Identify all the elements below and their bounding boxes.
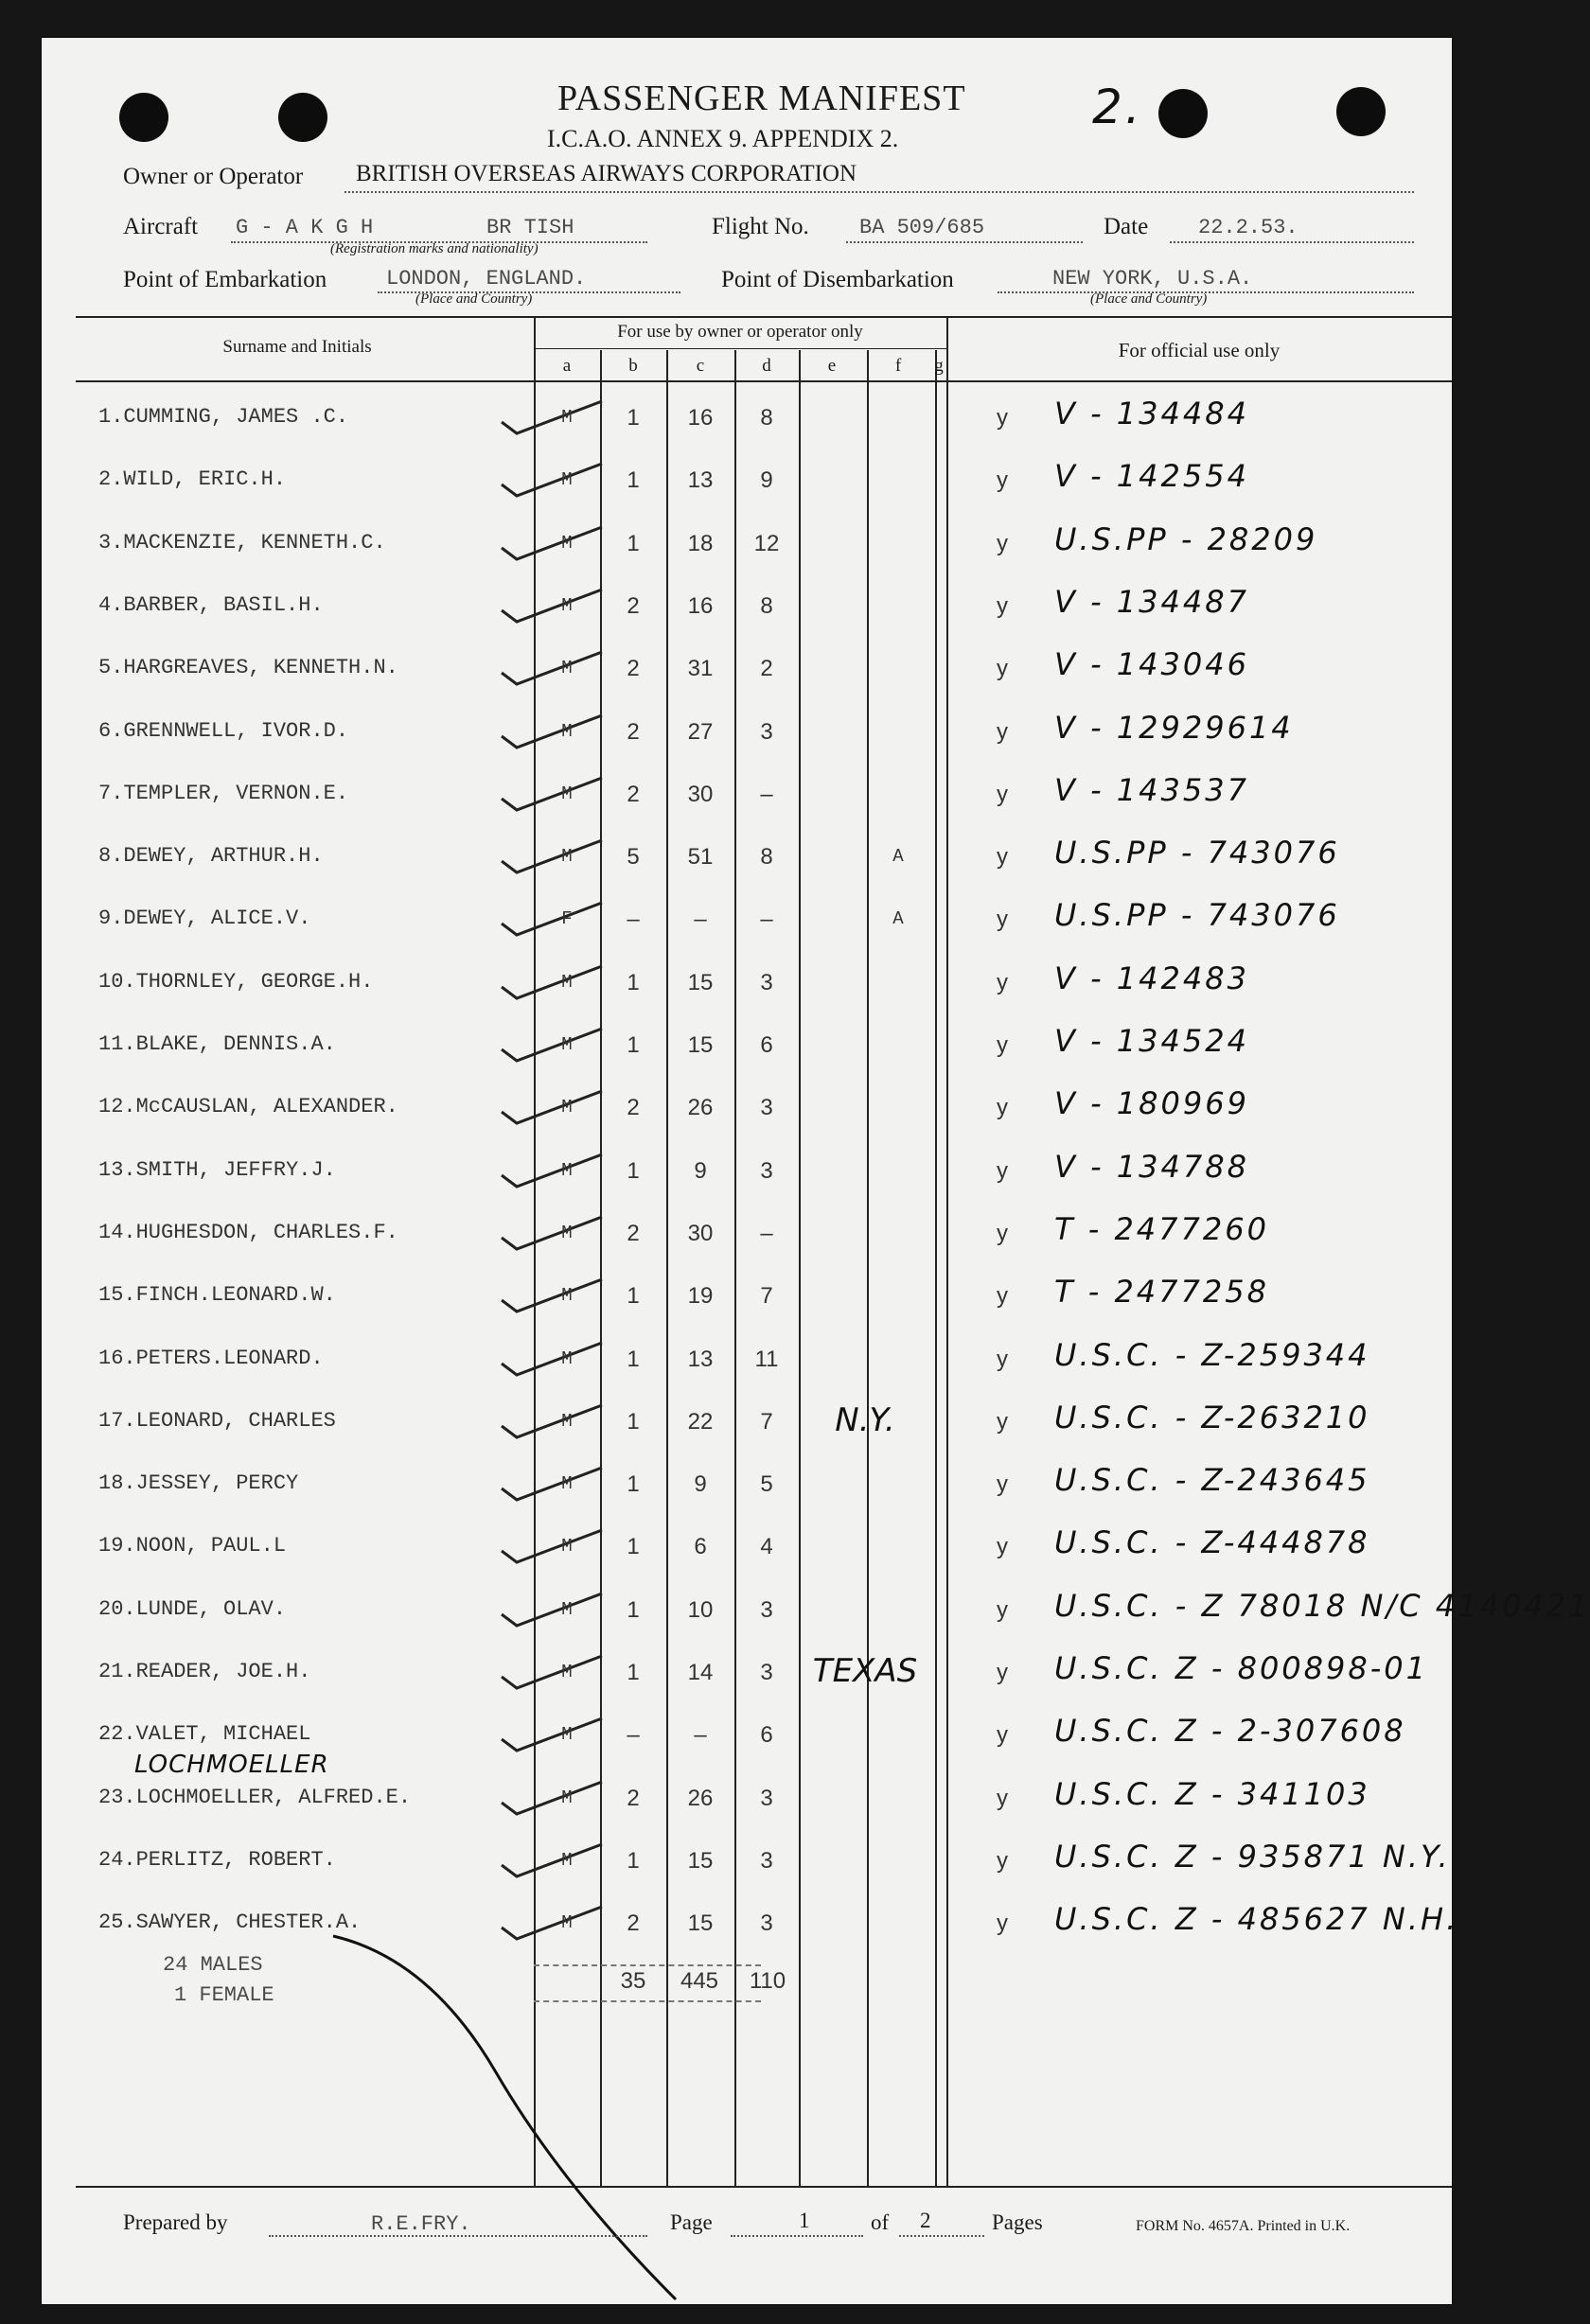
passenger-name xyxy=(98,467,286,491)
official-entry: U.S.C. - Z-259344 xyxy=(1054,1336,1370,1373)
form-subtitle: I.C.A.O. ANNEX 9. APPENDIX 2. xyxy=(547,125,899,152)
cell-a: M xyxy=(561,720,573,742)
date-value: 22.2.53. xyxy=(1198,216,1298,239)
cell-b: 1 xyxy=(627,1157,640,1184)
cell-d: 11 xyxy=(754,1346,779,1372)
cell-c: 14 xyxy=(687,1660,714,1685)
official-entry: U.S.C. - Z-444878 xyxy=(1054,1524,1370,1561)
total-females: 1 FEMALE xyxy=(174,1983,274,2007)
row-number: 22. xyxy=(98,1722,136,1747)
cell-a: M xyxy=(561,783,573,804)
row-number: 16. xyxy=(98,1346,136,1370)
strike-line xyxy=(326,1930,685,2304)
passenger-name xyxy=(98,1534,286,1558)
total-b: 35 xyxy=(620,1968,646,1994)
official-entry: U.S.C. Z - 2-307608 xyxy=(1054,1713,1406,1750)
cell-a: M xyxy=(561,1662,573,1682)
flight-value: BA 509/685 xyxy=(859,216,985,239)
passenger-name xyxy=(98,1722,310,1746)
total-males: 24 MALES xyxy=(163,1953,263,1977)
disembark-label: Point of Disembarkation xyxy=(721,267,954,292)
official-entry: V - 142483 xyxy=(1054,960,1249,996)
passenger-name xyxy=(98,1032,336,1056)
cell-c: 19 xyxy=(687,1283,714,1310)
surname-initials: HUGHESDON, CHARLES.F. xyxy=(135,1220,398,1244)
cell-a: M xyxy=(561,1347,573,1369)
column-letter-c: c xyxy=(696,356,705,376)
flight-label: Flight No. xyxy=(712,214,809,239)
punch-hole xyxy=(278,93,327,142)
cell-c: 27 xyxy=(687,718,714,745)
cell-d: 6 xyxy=(760,1032,773,1058)
official-entry: T - 2477258 xyxy=(1054,1274,1269,1311)
row-number: 19. xyxy=(98,1534,136,1558)
surname-initials: NOON, PAUL.L xyxy=(135,1534,287,1558)
total-d: 110 xyxy=(749,1968,786,1994)
surname-initials: MACKENZIE, KENNETH.C. xyxy=(123,530,386,555)
cell-g: y xyxy=(997,1785,1008,1811)
cell-f: A xyxy=(892,846,904,868)
cell-b: 1 xyxy=(627,1534,640,1560)
cell-d: 9 xyxy=(760,467,773,494)
passenger-name xyxy=(98,656,398,679)
cell-g: y xyxy=(997,405,1008,431)
passenger-name xyxy=(98,1786,411,1809)
surname-initials: BARBER, BASIL.H. xyxy=(123,592,324,617)
cell-c: 15 xyxy=(687,969,714,995)
surname-initials: LOCHMOELLER, ALFRED.E. xyxy=(135,1785,412,1809)
passenger-name xyxy=(98,1471,298,1495)
passenger-name xyxy=(98,907,310,930)
cell-a: M xyxy=(561,971,573,993)
surname-initials: CUMMING, JAMES .C. xyxy=(123,405,349,429)
surname-initials: FINCH.LEONARD.W. xyxy=(135,1283,336,1308)
row-number: 9. xyxy=(98,907,124,931)
cell-d: 8 xyxy=(760,592,773,619)
cell-c: 26 xyxy=(687,1095,714,1121)
cell-e: TEXAS xyxy=(812,1652,918,1690)
cell-g: y xyxy=(997,1660,1008,1685)
surname-initials: DEWEY, ALICE.V. xyxy=(123,907,311,931)
embark-label: Point of Embarkation xyxy=(123,267,327,292)
punch-hole xyxy=(1336,87,1386,136)
name-column-header: Surname and Initials xyxy=(222,337,372,357)
passenger-name xyxy=(98,844,324,868)
official-entry: T - 2477260 xyxy=(1054,1210,1269,1247)
passenger-name xyxy=(98,970,373,994)
cell-b: 1 xyxy=(627,530,640,556)
cell-b: 2 xyxy=(627,1785,640,1811)
row-number: 5. xyxy=(98,656,124,680)
official-entry: U.S.C. - Z-243645 xyxy=(1054,1462,1370,1499)
cell-d: 5 xyxy=(760,1471,773,1498)
date-label: Date xyxy=(1104,214,1149,239)
passenger-name xyxy=(98,1910,361,1934)
cell-a: M xyxy=(561,1410,573,1432)
registration-caption: (Registration marks and nationality) xyxy=(330,241,539,256)
passenger-name xyxy=(98,1848,336,1872)
surname-initials: JESSEY, PERCY xyxy=(135,1471,299,1496)
cell-a: M xyxy=(561,532,573,554)
cell-b: 2 xyxy=(627,781,640,807)
cell-b: 2 xyxy=(627,656,640,682)
passenger-name xyxy=(98,1660,310,1683)
official-entry: U.S.C. Z - 485627 N.H. xyxy=(1054,1901,1459,1938)
cell-a: M xyxy=(561,1222,573,1243)
total-c: 445 xyxy=(680,1968,719,1994)
cell-g: y xyxy=(997,592,1008,619)
row-23-annotation: LOCHMOELLER xyxy=(134,1751,329,1779)
cell-b: 1 xyxy=(627,1596,640,1623)
cell-c: – xyxy=(694,907,707,933)
owner-use-header: For use by owner or operator only xyxy=(617,322,863,342)
cell-g: y xyxy=(997,1596,1008,1623)
surname-initials: BLAKE, DENNIS.A. xyxy=(135,1032,336,1056)
row-number: 20. xyxy=(98,1596,136,1621)
cell-a: M xyxy=(561,594,573,616)
cell-d: 6 xyxy=(760,1722,773,1749)
row-number: 8. xyxy=(98,844,124,869)
embark-value: LONDON, ENGLAND. xyxy=(386,267,587,290)
cell-d: – xyxy=(760,781,773,807)
cell-a: M xyxy=(561,407,573,428)
cell-d: 7 xyxy=(760,1283,773,1310)
owner-value: BRITISH OVERSEAS AIRWAYS CORPORATION xyxy=(356,161,857,186)
official-entry: U.S.C. Z - 800898-01 xyxy=(1054,1650,1428,1686)
cell-d: 3 xyxy=(760,1785,773,1811)
surname-initials: TEMPLER, VERNON.E. xyxy=(123,781,349,805)
page-label: Page xyxy=(670,2210,713,2234)
cell-b: – xyxy=(627,1722,640,1749)
cell-a: M xyxy=(561,1285,573,1307)
surname-initials: THORNLEY, GEORGE.H. xyxy=(135,969,374,994)
cell-a: M xyxy=(561,1034,573,1055)
passenger-name xyxy=(98,1095,398,1118)
cell-c: 15 xyxy=(687,1847,714,1874)
row-number: 18. xyxy=(98,1471,136,1496)
cell-g: y xyxy=(997,1534,1008,1560)
surname-initials: PETERS.LEONARD. xyxy=(135,1346,324,1370)
row-number: 15. xyxy=(98,1283,136,1308)
disembark-value: NEW YORK, U.S.A. xyxy=(1052,267,1253,290)
official-entry: U.S.C. - Z 78018 N/C 4140421 xyxy=(1054,1587,1590,1624)
owner-label: Owner or Operator xyxy=(123,164,304,189)
cell-c: 9 xyxy=(694,1157,707,1184)
passenger-name xyxy=(98,593,324,617)
row-number: 4. xyxy=(98,592,124,617)
official-entry: U.S.C. Z - 935871 N.Y. xyxy=(1054,1838,1451,1875)
cell-g: y xyxy=(997,1095,1008,1121)
page-value: 1 xyxy=(799,2209,810,2232)
cell-g: y xyxy=(997,844,1008,871)
cell-c: 13 xyxy=(687,467,714,494)
aircraft-value: G - A K G H xyxy=(236,216,374,239)
cell-b: 2 xyxy=(627,1910,640,1937)
column-letter-a: a xyxy=(562,356,572,376)
cell-b: 2 xyxy=(627,1095,640,1121)
cell-e: N.Y. xyxy=(835,1400,895,1439)
cell-b: 1 xyxy=(627,1408,640,1435)
official-entry: U.S.PP - 28209 xyxy=(1054,520,1318,557)
cell-b: 2 xyxy=(627,1220,640,1246)
of-value: 2 xyxy=(920,2209,931,2232)
cell-c: 15 xyxy=(687,1032,714,1058)
column-letter-f: f xyxy=(894,356,902,376)
passenger-name xyxy=(98,1158,336,1182)
cell-d: 2 xyxy=(760,656,773,682)
cell-c: 26 xyxy=(687,1785,714,1811)
cell-a: M xyxy=(561,1787,573,1808)
official-entry: U.S.PP - 743076 xyxy=(1054,835,1340,872)
surname-initials: LEONARD, CHARLES xyxy=(135,1408,336,1433)
cell-d: – xyxy=(760,907,773,933)
cell-g: y xyxy=(997,718,1008,745)
cell-g: y xyxy=(997,1283,1008,1310)
passenger-name xyxy=(98,1409,336,1433)
surname-initials: HARGREAVES, KENNETH.N. xyxy=(123,656,398,680)
row-number: 3. xyxy=(98,530,124,555)
cell-d: 3 xyxy=(760,1596,773,1623)
cell-g: y xyxy=(997,1408,1008,1435)
corner-mark: 2. xyxy=(1092,79,1143,134)
cell-c: 15 xyxy=(687,1910,714,1937)
cell-d: 3 xyxy=(760,1660,773,1685)
cell-d: 12 xyxy=(753,530,780,556)
passenger-name xyxy=(98,1221,398,1244)
prepared-label: Prepared by xyxy=(123,2210,228,2234)
disembark-caption: (Place and Country) xyxy=(1090,291,1208,307)
official-entry: V - 134487 xyxy=(1054,583,1249,620)
cell-c: 30 xyxy=(687,1220,714,1246)
cell-g: y xyxy=(997,1157,1008,1184)
column-letter-b: b xyxy=(628,356,638,376)
cell-b: 1 xyxy=(627,467,640,494)
row-number: 10. xyxy=(98,969,136,994)
surname-initials: VALET, MICHAEL xyxy=(135,1722,311,1747)
cell-c: 6 xyxy=(694,1534,707,1560)
surname-initials: SAWYER, CHESTER.A. xyxy=(135,1910,362,1935)
official-entry: U.S.PP - 743076 xyxy=(1054,897,1340,934)
cell-b: 2 xyxy=(627,592,640,619)
official-entry: V - 134788 xyxy=(1054,1148,1249,1185)
cell-d: 8 xyxy=(760,844,773,871)
cell-a: M xyxy=(561,1159,573,1181)
cell-c: 31 xyxy=(687,656,714,682)
surname-initials: DEWEY, ARTHUR.H. xyxy=(123,844,324,869)
official-entry: U.S.C. Z - 341103 xyxy=(1054,1775,1370,1812)
cell-g: y xyxy=(997,1722,1008,1749)
punch-hole xyxy=(119,93,168,142)
cell-b: 1 xyxy=(627,1283,640,1310)
cell-d: – xyxy=(760,1220,773,1246)
row-number: 12. xyxy=(98,1095,136,1119)
cell-g: y xyxy=(997,1471,1008,1498)
row-number: 13. xyxy=(98,1157,136,1182)
row-number: 17. xyxy=(98,1408,136,1433)
row-number: 25. xyxy=(98,1910,136,1935)
row-number: 7. xyxy=(98,781,124,805)
nationality-value: BR TISH xyxy=(486,216,574,239)
cell-d: 3 xyxy=(760,969,773,995)
cell-b: 2 xyxy=(627,718,640,745)
surname-initials: READER, JOE.H. xyxy=(135,1660,311,1683)
passenger-name xyxy=(98,1283,336,1307)
cell-f: A xyxy=(892,908,904,930)
cell-g: y xyxy=(997,467,1008,494)
passenger-name xyxy=(98,405,348,429)
cell-d: 3 xyxy=(760,1095,773,1121)
column-letter-g: g xyxy=(934,356,944,376)
cell-a: F xyxy=(561,908,573,930)
cell-g: y xyxy=(997,1346,1008,1372)
cell-d: 3 xyxy=(760,1847,773,1874)
cell-a: M xyxy=(561,658,573,679)
embark-caption: (Place and Country) xyxy=(415,291,533,307)
row-number: 2. xyxy=(98,467,124,492)
cell-g: y xyxy=(997,530,1008,556)
cell-a: M xyxy=(561,846,573,868)
surname-initials: SMITH, JEFFRY.J. xyxy=(135,1157,336,1182)
prepared-value: R.E.FRY. xyxy=(371,2212,471,2236)
cell-b: 1 xyxy=(627,969,640,995)
surname-initials: LUNDE, OLAV. xyxy=(135,1596,287,1621)
cell-b: 5 xyxy=(627,844,640,871)
passenger-name xyxy=(98,782,348,805)
official-entry: V - 143046 xyxy=(1054,646,1249,683)
column-letter-d: d xyxy=(762,356,771,376)
official-entry: U.S.C. - Z-263210 xyxy=(1054,1399,1370,1435)
aircraft-label: Aircraft xyxy=(123,214,199,239)
cell-a: M xyxy=(561,1097,573,1118)
row-number: 1. xyxy=(98,405,124,429)
official-entry: V - 12929614 xyxy=(1054,709,1294,746)
cell-a: M xyxy=(561,1724,573,1746)
cell-b: 1 xyxy=(627,1660,640,1685)
official-entry: V - 134524 xyxy=(1054,1023,1249,1059)
punch-hole xyxy=(1158,89,1208,138)
row-number: 23. xyxy=(98,1785,136,1809)
cell-c: 9 xyxy=(694,1471,707,1498)
cell-b: 1 xyxy=(627,1471,640,1498)
cell-b: 1 xyxy=(627,1346,640,1372)
cell-b: – xyxy=(627,907,640,933)
passenger-name xyxy=(98,1347,324,1370)
cell-a: M xyxy=(561,1536,573,1558)
official-use-header: For official use only xyxy=(1118,339,1281,361)
row-number: 21. xyxy=(98,1660,136,1683)
cell-g: y xyxy=(997,907,1008,933)
cell-a: M xyxy=(561,1598,573,1620)
cell-g: y xyxy=(997,969,1008,995)
cell-b: 1 xyxy=(627,1032,640,1058)
row-number: 6. xyxy=(98,718,124,743)
cell-a: M xyxy=(561,1849,573,1871)
passenger-name xyxy=(98,1597,286,1621)
manifest-sheet xyxy=(42,38,1590,2304)
official-entry: V - 143537 xyxy=(1054,771,1249,808)
cell-c: 51 xyxy=(687,844,714,871)
cell-a: M xyxy=(561,1473,573,1495)
cell-c: 16 xyxy=(687,592,714,619)
surname-initials: GRENNWELL, IVOR.D. xyxy=(123,718,349,743)
pages-label: Pages xyxy=(992,2210,1043,2234)
cell-c: 10 xyxy=(687,1596,714,1623)
surname-initials: PERLITZ, ROBERT. xyxy=(135,1847,336,1872)
cell-g: y xyxy=(997,1847,1008,1874)
cell-b: 1 xyxy=(627,405,640,431)
cell-c: 18 xyxy=(687,530,714,556)
cell-d: 3 xyxy=(760,718,773,745)
cell-c: 30 xyxy=(687,781,714,807)
cell-d: 3 xyxy=(760,1910,773,1937)
row-number: 24. xyxy=(98,1847,136,1872)
form-number: FORM No. 4657A. Printed in U.K. xyxy=(1136,2218,1351,2234)
official-entry: V - 180969 xyxy=(1054,1085,1249,1122)
cell-c: 16 xyxy=(687,405,714,431)
passenger-name xyxy=(98,531,386,555)
surname-initials: McCAUSLAN, ALEXANDER. xyxy=(135,1095,398,1119)
cell-g: y xyxy=(997,1032,1008,1058)
cell-a: M xyxy=(561,1912,573,1934)
cell-d: 3 xyxy=(760,1157,773,1184)
of-label: of xyxy=(871,2210,890,2234)
form-title: PASSENGER MANIFEST xyxy=(557,79,966,118)
cell-g: y xyxy=(997,1220,1008,1246)
cell-c: 13 xyxy=(687,1346,714,1372)
row-number: 14. xyxy=(98,1220,136,1244)
surname-initials: WILD, ERIC.H. xyxy=(123,467,287,492)
cell-d: 8 xyxy=(760,405,773,431)
cell-c: – xyxy=(694,1722,707,1749)
row-number: 11. xyxy=(98,1032,136,1056)
official-entry: V - 134484 xyxy=(1054,396,1249,431)
column-letter-e: e xyxy=(827,356,837,376)
cell-a: M xyxy=(561,469,573,491)
cell-g: y xyxy=(997,1910,1008,1937)
cell-c: 22 xyxy=(687,1408,714,1435)
passenger-name xyxy=(98,719,348,743)
cell-d: 4 xyxy=(760,1534,773,1560)
cell-g: y xyxy=(997,781,1008,807)
cell-d: 7 xyxy=(760,1408,773,1435)
official-entry: V - 142554 xyxy=(1054,458,1249,495)
cell-b: 1 xyxy=(627,1847,640,1874)
cell-g: y xyxy=(997,656,1008,682)
